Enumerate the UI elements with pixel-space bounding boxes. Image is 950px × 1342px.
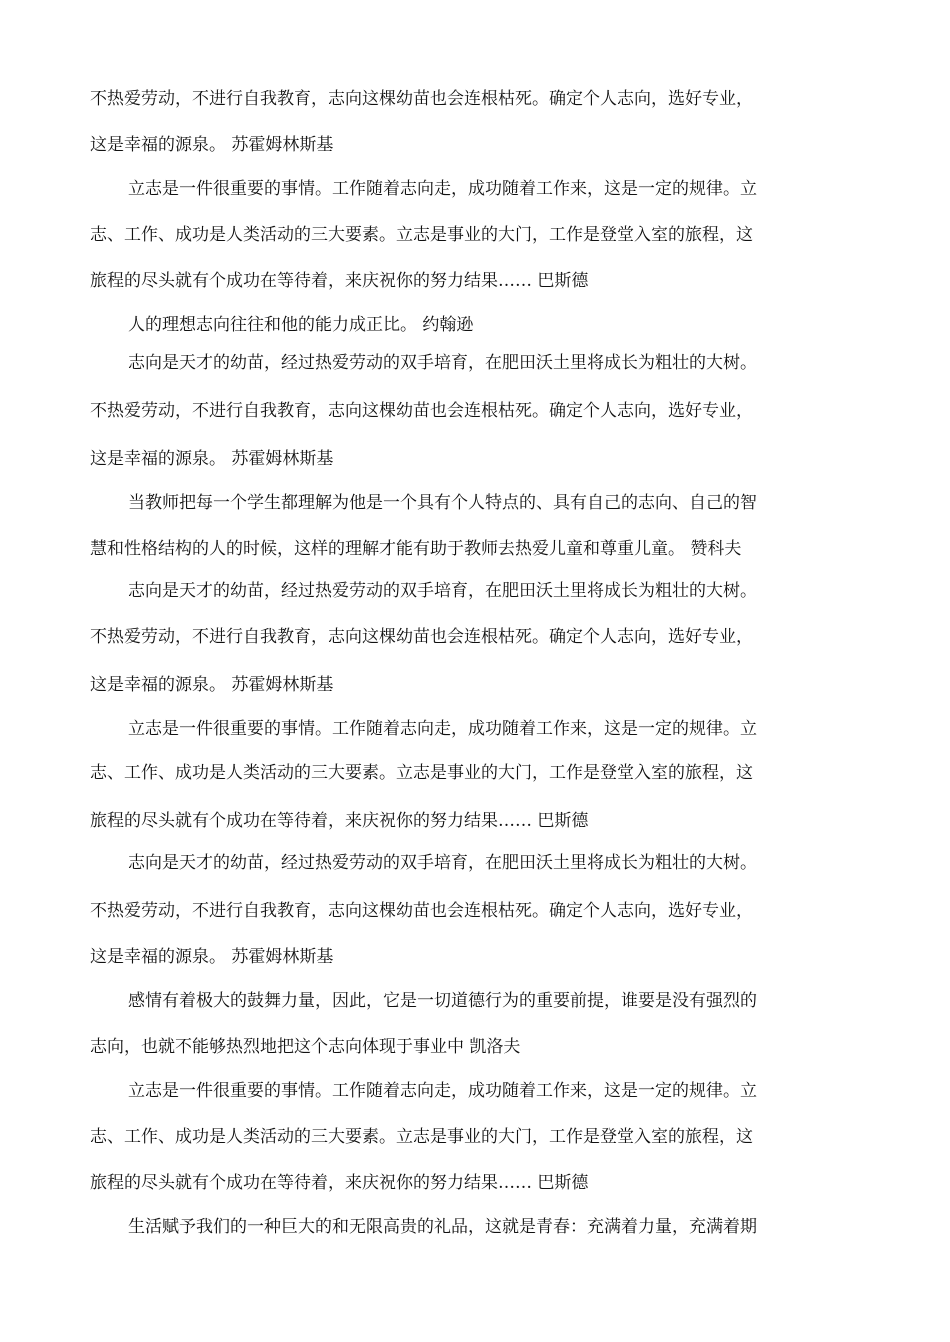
text-line: 旅程的尽头就有个成功在等待着，来庆祝你的努力结果…… 巴斯德 [90,1173,589,1193]
text-line: 生活赋予我们的一种巨大的和无限高贵的礼品，这就是青春：充满着力量，充满着期 [128,1217,757,1237]
text-line: 不热爱劳动，不进行自我教育，志向这棵幼苗也会连根枯死。确定个人志向，选好专业， [90,627,753,647]
text-line: 不热爱劳动，不进行自我教育，志向这棵幼苗也会连根枯死。确定个人志向，选好专业， [90,901,753,921]
text-line: 当教师把每一个学生都理解为他是一个具有个人特点的、具有自己的志向、自己的智 [128,493,757,513]
text-line: 志向是天才的幼苗，经过热爱劳动的双手培育，在肥田沃土里将成长为粗壮的大树。 [128,853,757,873]
text-line: 这是幸福的源泉。 苏霍姆林斯基 [90,947,334,967]
text-line: 志向是天才的幼苗，经过热爱劳动的双手培育，在肥田沃土里将成长为粗壮的大树。 [128,353,757,373]
text-line: 不热爱劳动，不进行自我教育，志向这棵幼苗也会连根枯死。确定个人志向，选好专业， [90,89,753,109]
text-line: 立志是一件很重要的事情。工作随着志向走，成功随着工作来，这是一定的规律。立 [128,719,757,739]
text-line: 志向，也就不能够热烈地把这个志向体现于事业中 凯洛夫 [90,1037,521,1057]
text-line: 这是幸福的源泉。 苏霍姆林斯基 [90,449,334,469]
text-line: 旅程的尽头就有个成功在等待着，来庆祝你的努力结果…… 巴斯德 [90,271,589,291]
text-line: 感情有着极大的鼓舞力量，因此，它是一切道德行为的重要前提，谁要是没有强烈的 [128,991,757,1011]
text-line: 志、工作、成功是人类活动的三大要素。立志是事业的大门，工作是登堂入室的旅程，这 [90,1127,753,1147]
text-line: 立志是一件很重要的事情。工作随着志向走，成功随着工作来，这是一定的规律。立 [128,1081,757,1101]
text-line: 志、工作、成功是人类活动的三大要素。立志是事业的大门，工作是登堂入室的旅程，这 [90,763,753,783]
text-line: 立志是一件很重要的事情。工作随着志向走，成功随着工作来，这是一定的规律。立 [128,179,757,199]
text-line: 志向是天才的幼苗，经过热爱劳动的双手培育，在肥田沃土里将成长为粗壮的大树。 [128,581,757,601]
text-line: 这是幸福的源泉。 苏霍姆林斯基 [90,675,334,695]
text-line: 旅程的尽头就有个成功在等待着，来庆祝你的努力结果…… 巴斯德 [90,811,589,831]
text-line: 人的理想志向往往和他的能力成正比。 约翰逊 [128,315,474,335]
text-line: 这是幸福的源泉。 苏霍姆林斯基 [90,135,334,155]
text-line: 不热爱劳动，不进行自我教育，志向这棵幼苗也会连根枯死。确定个人志向，选好专业， [90,401,753,421]
text-line: 慧和性格结构的人的时候，这样的理解才能有助于教师去热爱儿童和尊重儿童。 赞科夫 [90,539,742,559]
text-line: 志、工作、成功是人类活动的三大要素。立志是事业的大门，工作是登堂入室的旅程，这 [90,225,753,245]
